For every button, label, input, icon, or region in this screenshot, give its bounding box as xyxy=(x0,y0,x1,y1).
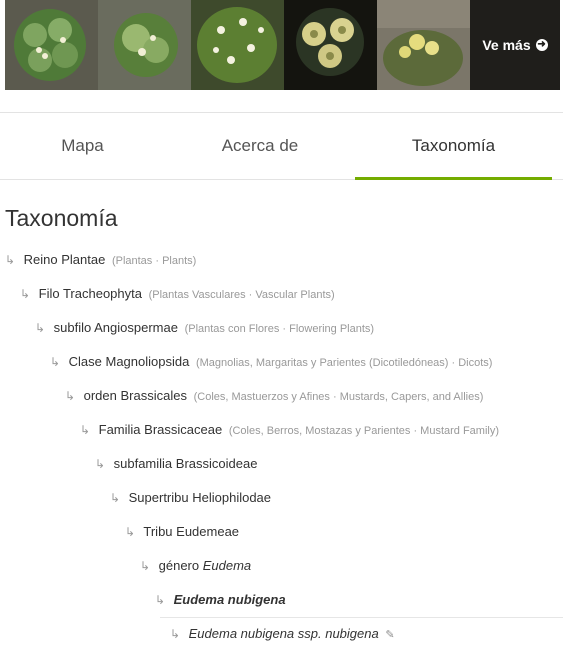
taxon-rank: Reino xyxy=(23,252,58,267)
taxon-row xyxy=(110,481,271,515)
photo-strip xyxy=(5,0,560,90)
taxon-link[interactable]: Eudema nubigena ssp. nubigena xyxy=(188,626,379,641)
taxon-rank: género xyxy=(158,558,200,573)
taxon-link[interactable]: Tracheophyta xyxy=(62,286,142,301)
tree-branch-icon: ↳ xyxy=(65,389,76,403)
taxon-common-name: (Coles, Mastuerzos y Afines · Mustards, Capers, and Allies) xyxy=(193,391,484,403)
tab-map[interactable] xyxy=(0,113,165,179)
taxon-common-name: (Plantas Vasculares · Vascular Plants) xyxy=(148,289,335,301)
photo-thumbnail[interactable] xyxy=(98,0,191,90)
tab-about[interactable] xyxy=(165,113,355,179)
taxon-link[interactable]: Angiospermae xyxy=(94,320,178,335)
taxon-link[interactable]: Magnoliopsida xyxy=(105,354,190,369)
tree-branch-icon: ↳ xyxy=(110,491,121,505)
tab-taxonomy-label: Taxonomía xyxy=(411,136,496,155)
taxon-row xyxy=(80,413,499,447)
taxon-link[interactable]: Eudemeae xyxy=(176,524,240,539)
tab-map-label: Mapa xyxy=(61,136,104,155)
tree-branch-icon: ↳ xyxy=(140,559,151,573)
photo-thumbnail[interactable] xyxy=(5,0,98,90)
tab-taxonomy[interactable] xyxy=(355,113,552,179)
taxon-rank: subfilo xyxy=(53,320,92,335)
taxon-rank: Tribu xyxy=(143,524,173,539)
taxon-common-name: (Plantas · Plants) xyxy=(111,255,197,267)
taxon-row xyxy=(140,549,251,583)
taxon-rank: Filo xyxy=(38,286,60,301)
tree-branch-icon: ↳ xyxy=(35,321,46,335)
tree-branch-icon: ↳ xyxy=(80,423,91,437)
taxon-link[interactable]: Eudema xyxy=(202,558,252,573)
tree-branch-icon: ↳ xyxy=(155,593,166,607)
taxon-rank: subfamilia xyxy=(113,456,173,471)
taxon-common-name: (Magnolias, Margaritas y Parientes (Dicotiledóneas) · Dicots) xyxy=(195,357,493,369)
taxon-row xyxy=(95,447,257,481)
taxon-row xyxy=(65,379,483,413)
taxon-row-current xyxy=(155,583,286,617)
tree-branch-icon: ↳ xyxy=(50,355,61,369)
taxon-row xyxy=(125,515,239,549)
taxon-rank: Supertribu xyxy=(128,490,189,505)
taxon-rank: Familia xyxy=(98,422,141,437)
taxon-row xyxy=(20,277,335,311)
see-more-photos-button[interactable] xyxy=(470,0,560,90)
taxon-link[interactable]: Brassicaceae xyxy=(144,422,223,437)
taxon-rank: orden xyxy=(83,388,117,403)
taxon-link[interactable]: Brassicoideae xyxy=(175,456,258,471)
row-divider xyxy=(160,617,563,618)
taxon-link[interactable]: Plantae xyxy=(61,252,106,267)
taxon-row xyxy=(5,243,196,277)
tree-branch-icon: ↳ xyxy=(5,253,16,267)
taxon-rank: Clase xyxy=(68,354,102,369)
tree-branch-icon: ↳ xyxy=(20,287,31,301)
photo-thumbnail[interactable] xyxy=(191,0,284,90)
photo-thumbnail[interactable] xyxy=(284,0,377,90)
tree-branch-icon: ↳ xyxy=(95,457,106,471)
tree-branch-icon: ↳ xyxy=(125,525,136,539)
see-more-label: Ve más xyxy=(482,37,531,53)
section-title: Taxonomía xyxy=(5,205,118,231)
taxon-row xyxy=(35,311,374,345)
tree-branch-icon: ↳ xyxy=(170,627,181,641)
tab-bar xyxy=(0,112,563,180)
taxon-current-name: Eudema nubigena xyxy=(173,592,286,607)
taxon-common-name: (Coles, Berros, Mostazas y Parientes · Mustard Family) xyxy=(228,425,500,437)
photo-thumbnail[interactable] xyxy=(377,0,470,90)
tab-about-label: Acerca de xyxy=(221,136,299,155)
arrow-circle-right-icon: ➜ xyxy=(537,39,546,50)
taxon-row xyxy=(170,617,395,651)
taxon-row xyxy=(50,345,492,379)
taxon-common-name: (Plantas con Flores · Flowering Plants) xyxy=(184,323,375,335)
taxon-link[interactable]: Brassicales xyxy=(120,388,187,403)
pencil-icon[interactable]: ✎ xyxy=(385,629,395,641)
taxon-link[interactable]: Heliophilodae xyxy=(192,490,272,505)
